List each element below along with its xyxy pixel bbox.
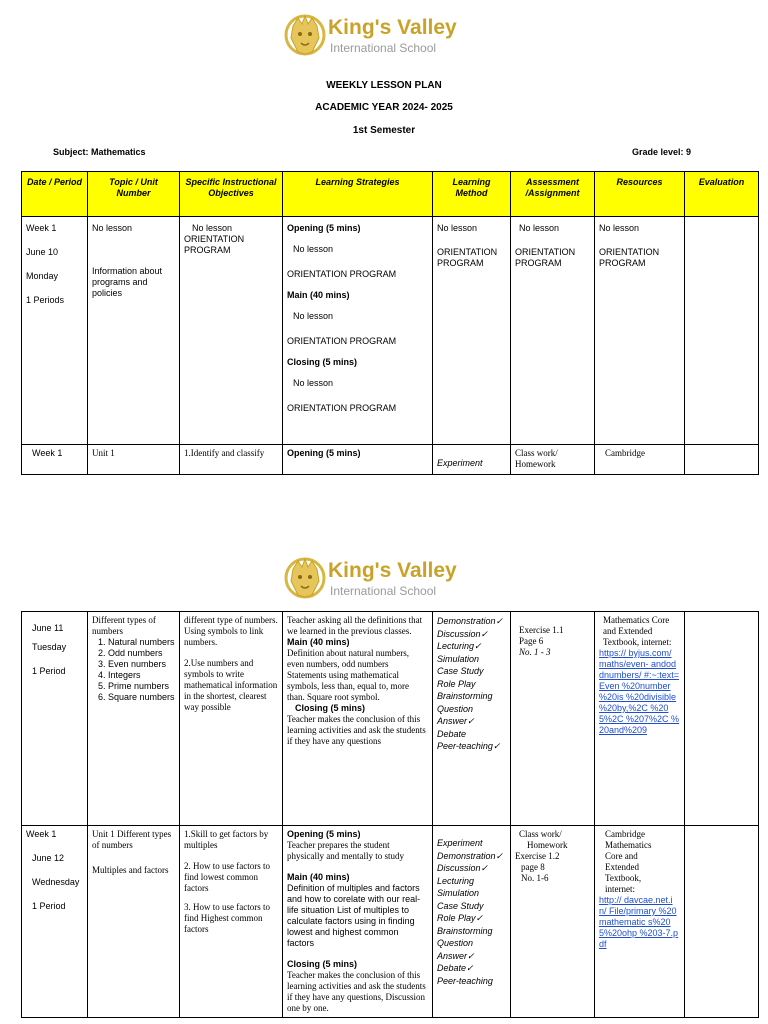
date-cell [22,826,88,1018]
col-topic: Topic / Unit Number [88,172,180,217]
day-text: Monday [26,271,59,281]
academic-year: ACADEMIC YEAR 2024- 2025 [315,102,453,113]
objectives-text: 1.Skill to get factors by multiples [184,829,269,850]
topic-cell [88,217,180,445]
method-item: Discussion✓ [437,863,489,873]
table-row [22,445,759,475]
method-item: Peer-teaching✓ [437,741,501,751]
logo-subtitle: International School [330,41,437,55]
lesson-plan-table-2 [21,611,759,1018]
doc-title: WEEKLY LESSON PLAN [326,80,442,91]
resources-cell [595,826,685,1018]
table-row [22,612,759,826]
method-text: Experiment [437,458,483,468]
assessment-program: ORIENTATION PROGRAM [515,247,576,268]
resource-link[interactable]: https:// byjus.com/ maths/even- andoddnumbers/ #:~:text=Even %20number %20is %20divisible %20by,%2C %205%2C %207%2C %20and%209 [599,648,680,735]
method-cell [433,826,511,1018]
strategy-text: Teacher asking all the definitions that we learned in the previous classes. [287,615,423,636]
method-cell [433,445,511,475]
topic-cell [88,826,180,1018]
assessment-cell [511,217,595,445]
method-item: Debate✓ [437,963,474,973]
date-cell [22,612,88,826]
number-types-list [92,637,175,703]
resources-program: ORIENTATION PROGRAM [599,247,660,268]
assessment-text: Class work/ [519,829,562,839]
date-cell [22,217,88,445]
list-item: 5. Prime numbers [108,681,175,692]
closing-label: Closing (5 mins) [287,959,358,969]
list-item: 3. Even numbers [108,659,175,670]
assessment-text: Homework [527,840,568,850]
evaluation-cell [685,217,759,445]
lion-logo-icon [284,555,326,601]
school-logo [284,555,464,603]
list-item: 6. Square numbers [108,692,175,703]
date-text: June 10 [26,247,59,257]
method-item: Lecturing✓ [437,641,482,651]
method-item: Answer✓ [437,716,475,726]
strategy-text: No lesson [293,244,334,254]
resources-text: Mathematics Core and Extended Textbook, internet: [603,615,672,647]
method-item: Demonstration✓ [437,850,504,861]
lion-logo-icon [284,12,326,58]
subject-label: Subject: Mathematics [53,147,146,157]
strategy-text: Teacher makes the conclusion of this learning activities and ask the students if they have any questions [287,714,426,746]
day-text: Tuesday [32,642,67,652]
method-item: Answer✓ [437,950,475,961]
main-label: Main (40 mins) [287,290,350,300]
resources-cell [595,612,685,826]
objectives-cell: 1.Identify and classify [180,445,283,475]
method-item: Experiment [437,838,483,848]
table-row [22,826,759,1018]
closing-label: Closing (5 mins) [295,703,366,713]
strategies-cell: Opening (5 mins) [283,445,433,475]
method-item: Peer-teaching [437,975,493,986]
logo-name: King's Valley [328,16,457,39]
assessment-text: No. 1-6 [521,873,549,883]
list-item: 4. Integers [108,670,175,681]
assessment-text: page 8 [521,862,545,872]
assessment-text: Exercise 1.2 [515,851,560,861]
strategy-text: Definition about natural numbers, even numbers, odd numbers Statements using mathematical symbols, less than, equal to, more than. Square root symbol. [287,648,409,702]
method-item: Brainstorming [437,925,493,936]
day-text: Wednesday [32,877,80,887]
strategy-text: ORIENTATION PROGRAM [287,403,397,413]
resources-text: Cambridge [605,448,645,458]
col-evaluation: Evaluation [685,172,759,217]
topic-info: Information about programs and policies [92,266,163,298]
method-item: Discussion✓ [437,628,489,639]
week-text: Week 1 [26,829,57,839]
evaluation-cell [685,612,759,826]
list-item: 2. Odd numbers [108,648,175,659]
col-date: Date / Period [22,172,88,217]
period-text: 1 Periods [26,295,65,305]
method-cell [433,217,511,445]
objectives-text: 3. How to use factors to find Highest common factors [184,902,270,934]
method-item: Simulation [437,888,480,898]
main-label: Main (40 mins) [287,872,350,882]
col-resources: Resources [595,172,685,217]
assessment-text: Exercise 1.1 [519,625,564,635]
school-logo [284,12,464,60]
topic-text: No lesson [92,223,133,233]
opening-label: Opening (5 mins) [287,829,361,839]
resources-cell [595,445,685,475]
method-item: Case Study [437,900,484,911]
resources-text: Cambridge Mathematics Core and Extended Textbook, internet: [605,829,652,894]
topic-intro: Different types of numbers [92,615,156,636]
strategy-text: Definition of multiples and factors and how to corelate with our real-life situation List of multiples to calculate factors using in finding lowest and highest common factors [287,883,421,948]
logo-subtitle: International School [330,584,437,598]
method-item: Demonstration✓ [437,616,504,626]
page-1 [0,0,768,500]
period-text: 1 Period [32,666,66,676]
date-text: June 11 [32,623,64,633]
list-item: 1. Natural numbers [108,637,175,648]
method-item: Lecturing [437,875,475,886]
method-item: Question [437,703,474,714]
week-text: Week 1 [32,448,63,458]
evaluation-cell [685,826,759,1018]
method-item: Question [437,938,474,948]
grade-label: Grade level: 9 [632,147,692,157]
resources-text: No lesson [599,223,640,233]
strategies-cell [283,826,433,1018]
date-text: June 12 [32,853,65,863]
method-item: Role Play [437,678,476,689]
strategies-cell [283,217,433,445]
strategy-text: No lesson [293,311,334,321]
strategy-text: Teacher makes the conclusion of this learning activities and ask the students if they have any questions, Discussion one by one. [287,970,426,1013]
logo-name: King's Valley [328,559,457,582]
period-text: 1 Period [32,901,66,911]
strategy-text: Teacher prepares the student physically and mentally to study [287,840,404,861]
closing-label: Closing (5 mins) [287,357,358,367]
col-objectives: Specific Instructional Objectives [180,172,283,217]
method-item: Debate [437,728,467,739]
method-item: Brainstorming [437,691,493,701]
col-assessment: Assessment /Assignment [511,172,595,217]
objectives-cell [180,826,283,1018]
assessment-text: No. 1 - 3 [519,647,551,657]
objectives-text: 2.Use numbers and symbols to write mathematical information in the shortest, clearest way possible [184,658,278,712]
table-header-row [22,172,759,217]
objectives-text: No lesson [192,223,233,233]
page-2 [0,500,768,1024]
assessment-cell: Class work/ Homework [511,445,595,475]
assessment-cell [511,612,595,826]
strategies-cell [283,612,433,826]
main-label: Main (40 mins) [287,637,350,647]
col-method: Learning Method [433,172,511,217]
method-cell [433,612,511,826]
opening-label: Opening (5 mins) [287,223,361,233]
resources-cell [595,217,685,445]
strategy-text: No lesson [293,378,334,388]
topic-cell: Unit 1 [88,445,180,475]
method-item: Role Play✓ [437,913,484,923]
objectives-program: ORIENTATION PROGRAM [184,234,245,255]
resource-link[interactable]: http:// davcae.net.in/ File/primary %20mathematic s%205%20ohp %203-7.pdf [599,895,679,949]
method-text: No lesson [437,223,478,233]
objectives-cell [180,612,283,826]
strategy-text: ORIENTATION PROGRAM [287,269,397,279]
topic-text: Unit 1 Different types of numbers [92,829,172,850]
method-item: Simulation [437,653,480,664]
assessment-text: Page 6 [519,636,544,646]
week-text: Week 1 [26,223,57,233]
objectives-text: different type of numbers. Using symbols to link numbers. [184,615,278,647]
objectives-cell [180,217,283,445]
lesson-plan-table-1 [21,171,759,475]
table-row [22,217,759,445]
method-program: ORIENTATION PROGRAM [437,247,498,268]
objectives-text: 2. How to use factors to find lowest common factors [184,861,270,893]
assessment-cell [511,826,595,1018]
method-item: Case Study [437,666,484,676]
col-strategies: Learning Strategies [283,172,433,217]
strategy-text: ORIENTATION PROGRAM [287,336,397,346]
date-cell [22,445,88,475]
semester: 1st Semester [352,125,416,136]
topic-cell [88,612,180,826]
evaluation-cell [685,445,759,475]
assessment-text: No lesson [519,223,560,233]
topic-text: Multiples and factors [92,865,169,875]
